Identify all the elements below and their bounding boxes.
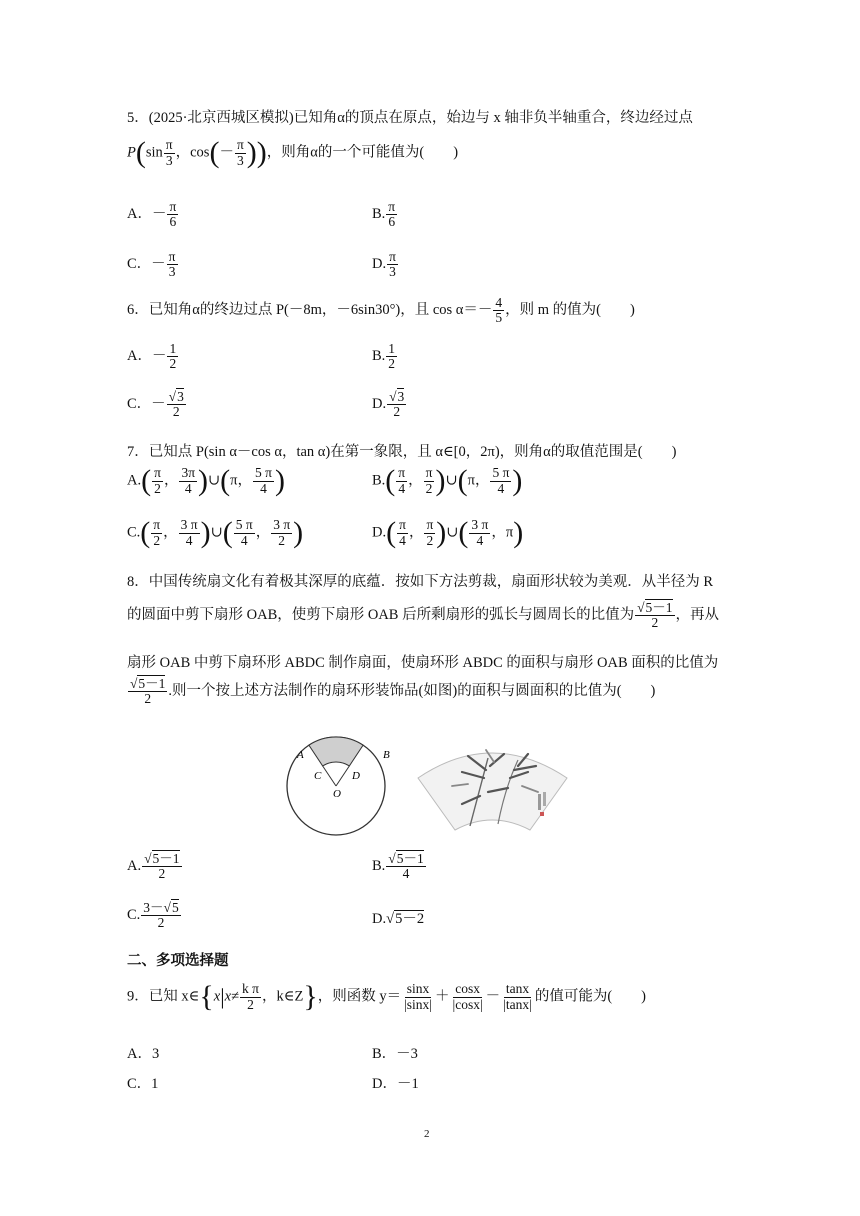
q9-option-d[interactable]: D．－1 <box>372 1076 419 1092</box>
q7-option-c[interactable]: C.( $\frac{\pi}{2}$ ， $\frac{3 \pi}{4}$ )∪( $\frac{5 \pi}{4}$ ， $\frac{3 \pi}{2}$ ) <box>127 516 304 549</box>
q5-option-c[interactable]: C．－ $\frac{\pi}{3}$ <box>127 249 176 280</box>
q8-stem-line2: 的圆面中剪下扇形 OAB，使剪下扇形 OAB 后所剩扇形的弧长与圆周长的比值为 $\frac{√5-1}{2}$ ，再从 <box>127 600 720 631</box>
fig-label-b: B <box>383 749 390 761</box>
page-number: 2 <box>424 1128 430 1140</box>
q5-stem-line1: 5．(2025·北京西城区模拟)已知角α的顶点在原点，始边与 x 轴非负半轴重合，终边经过点 <box>127 110 693 126</box>
q8-stem-line4: $\frac{√5-1}{2}$ .则一个按上述方法制作的扇环形装饰品(如图)的面积与圆面积的比值为( ) <box>130 676 656 707</box>
q9-stem: 9．已知 x∈{x|x≠ $\frac{\text{k π}}{2}$ ，k∈Z}，则函数 y＝ $\frac{\sin x}{|\sin x|}$ ＋ $\frac{\cos x}{|\cos x|}$ － $\frac{\tan x}{|\tan x|}$ 的值可能为( ) <box>127 980 646 1013</box>
q6-option-b[interactable]: B. $\frac{1}{2}$ <box>372 341 396 372</box>
q6-stem: 6．已知角α的终边过点 P(－8m，－6sin30°)，且 cos α＝－ $\frac{4}{5}$ ，则 m 的值为( ) <box>127 295 635 326</box>
q7-option-b[interactable]: B.( $\frac{\pi}{4}$ ， $\frac{\pi}{2}$ )∪(π， $\frac{5 \pi}{4}$ ) <box>372 464 523 497</box>
q8-option-c[interactable]: C. $\frac{3-√5}{2}$ <box>127 900 179 931</box>
q8-option-b[interactable]: B. $\frac{√5-1}{4}$ <box>372 851 424 882</box>
fig-label-d: D <box>352 770 360 782</box>
q5-option-d[interactable]: D. $\frac{\pi}{3}$ <box>372 249 396 280</box>
q6-option-d[interactable]: D. $\frac{√3}{2}$ <box>372 389 405 420</box>
q8-option-a[interactable]: A. $\frac{√5-1}{2}$ <box>127 851 180 882</box>
q7-option-a[interactable]: A.( $\frac{\pi}{2}$ ， $\frac{3\pi}{4}$ )∪(π， $\frac{5 \pi}{4}$ ) <box>127 464 285 497</box>
q9-option-b[interactable]: B．－3 <box>372 1046 418 1062</box>
q5-stem-line2: P(sin $\frac{\pi}{3}$ ，cos(－ $\frac{\pi}{3}$ ))，则角α的一个可能值为( ) <box>127 136 459 169</box>
q8-stem-line3: 扇形 OAB 中剪下扇环形 ABDC 制作扇面，使扇环形 ABDC 的面积与扇形 OAB 面积的比值为 <box>127 655 719 671</box>
bamboo-fan-image <box>410 738 575 838</box>
fig-label-o: O <box>333 788 341 800</box>
q6-option-a[interactable]: A．－ $\frac{1}{2}$ <box>127 341 177 372</box>
q6-option-c[interactable]: C．－ $\frac{√3}{2}$ <box>127 389 184 420</box>
q8-stem-line1: 8．中国传统扇文化有着极其深厚的底蕴．按如下方法剪裁，扇面形状较为美观．从半径为 R <box>127 574 714 590</box>
q5-option-b[interactable]: B. $\frac{\pi}{6}$ <box>372 199 396 230</box>
q7-option-d[interactable]: D.( $\frac{\pi}{4}$ ， $\frac{\pi}{2}$ )∪( $\frac{3 \pi}{4}$ ，π) <box>372 516 524 549</box>
q7-stem: 7．已知点 P(sin α－cos α，tan α)在第一象限，且 α∈[0，2π)，则角α的取值范围是( ) <box>127 444 677 460</box>
fig-label-a: A <box>297 749 304 761</box>
q8-option-d[interactable]: D.√5－2 <box>372 911 425 927</box>
fig-label-c: C <box>314 770 322 782</box>
q5-option-a[interactable]: A．－ $\frac{\pi}{6}$ <box>127 199 177 230</box>
sector-diagram <box>285 734 410 839</box>
q9-option-a[interactable]: A．3 <box>127 1046 160 1062</box>
q9-option-c[interactable]: C．1 <box>127 1076 159 1092</box>
section-heading: 二、多项选择题 <box>127 953 229 969</box>
